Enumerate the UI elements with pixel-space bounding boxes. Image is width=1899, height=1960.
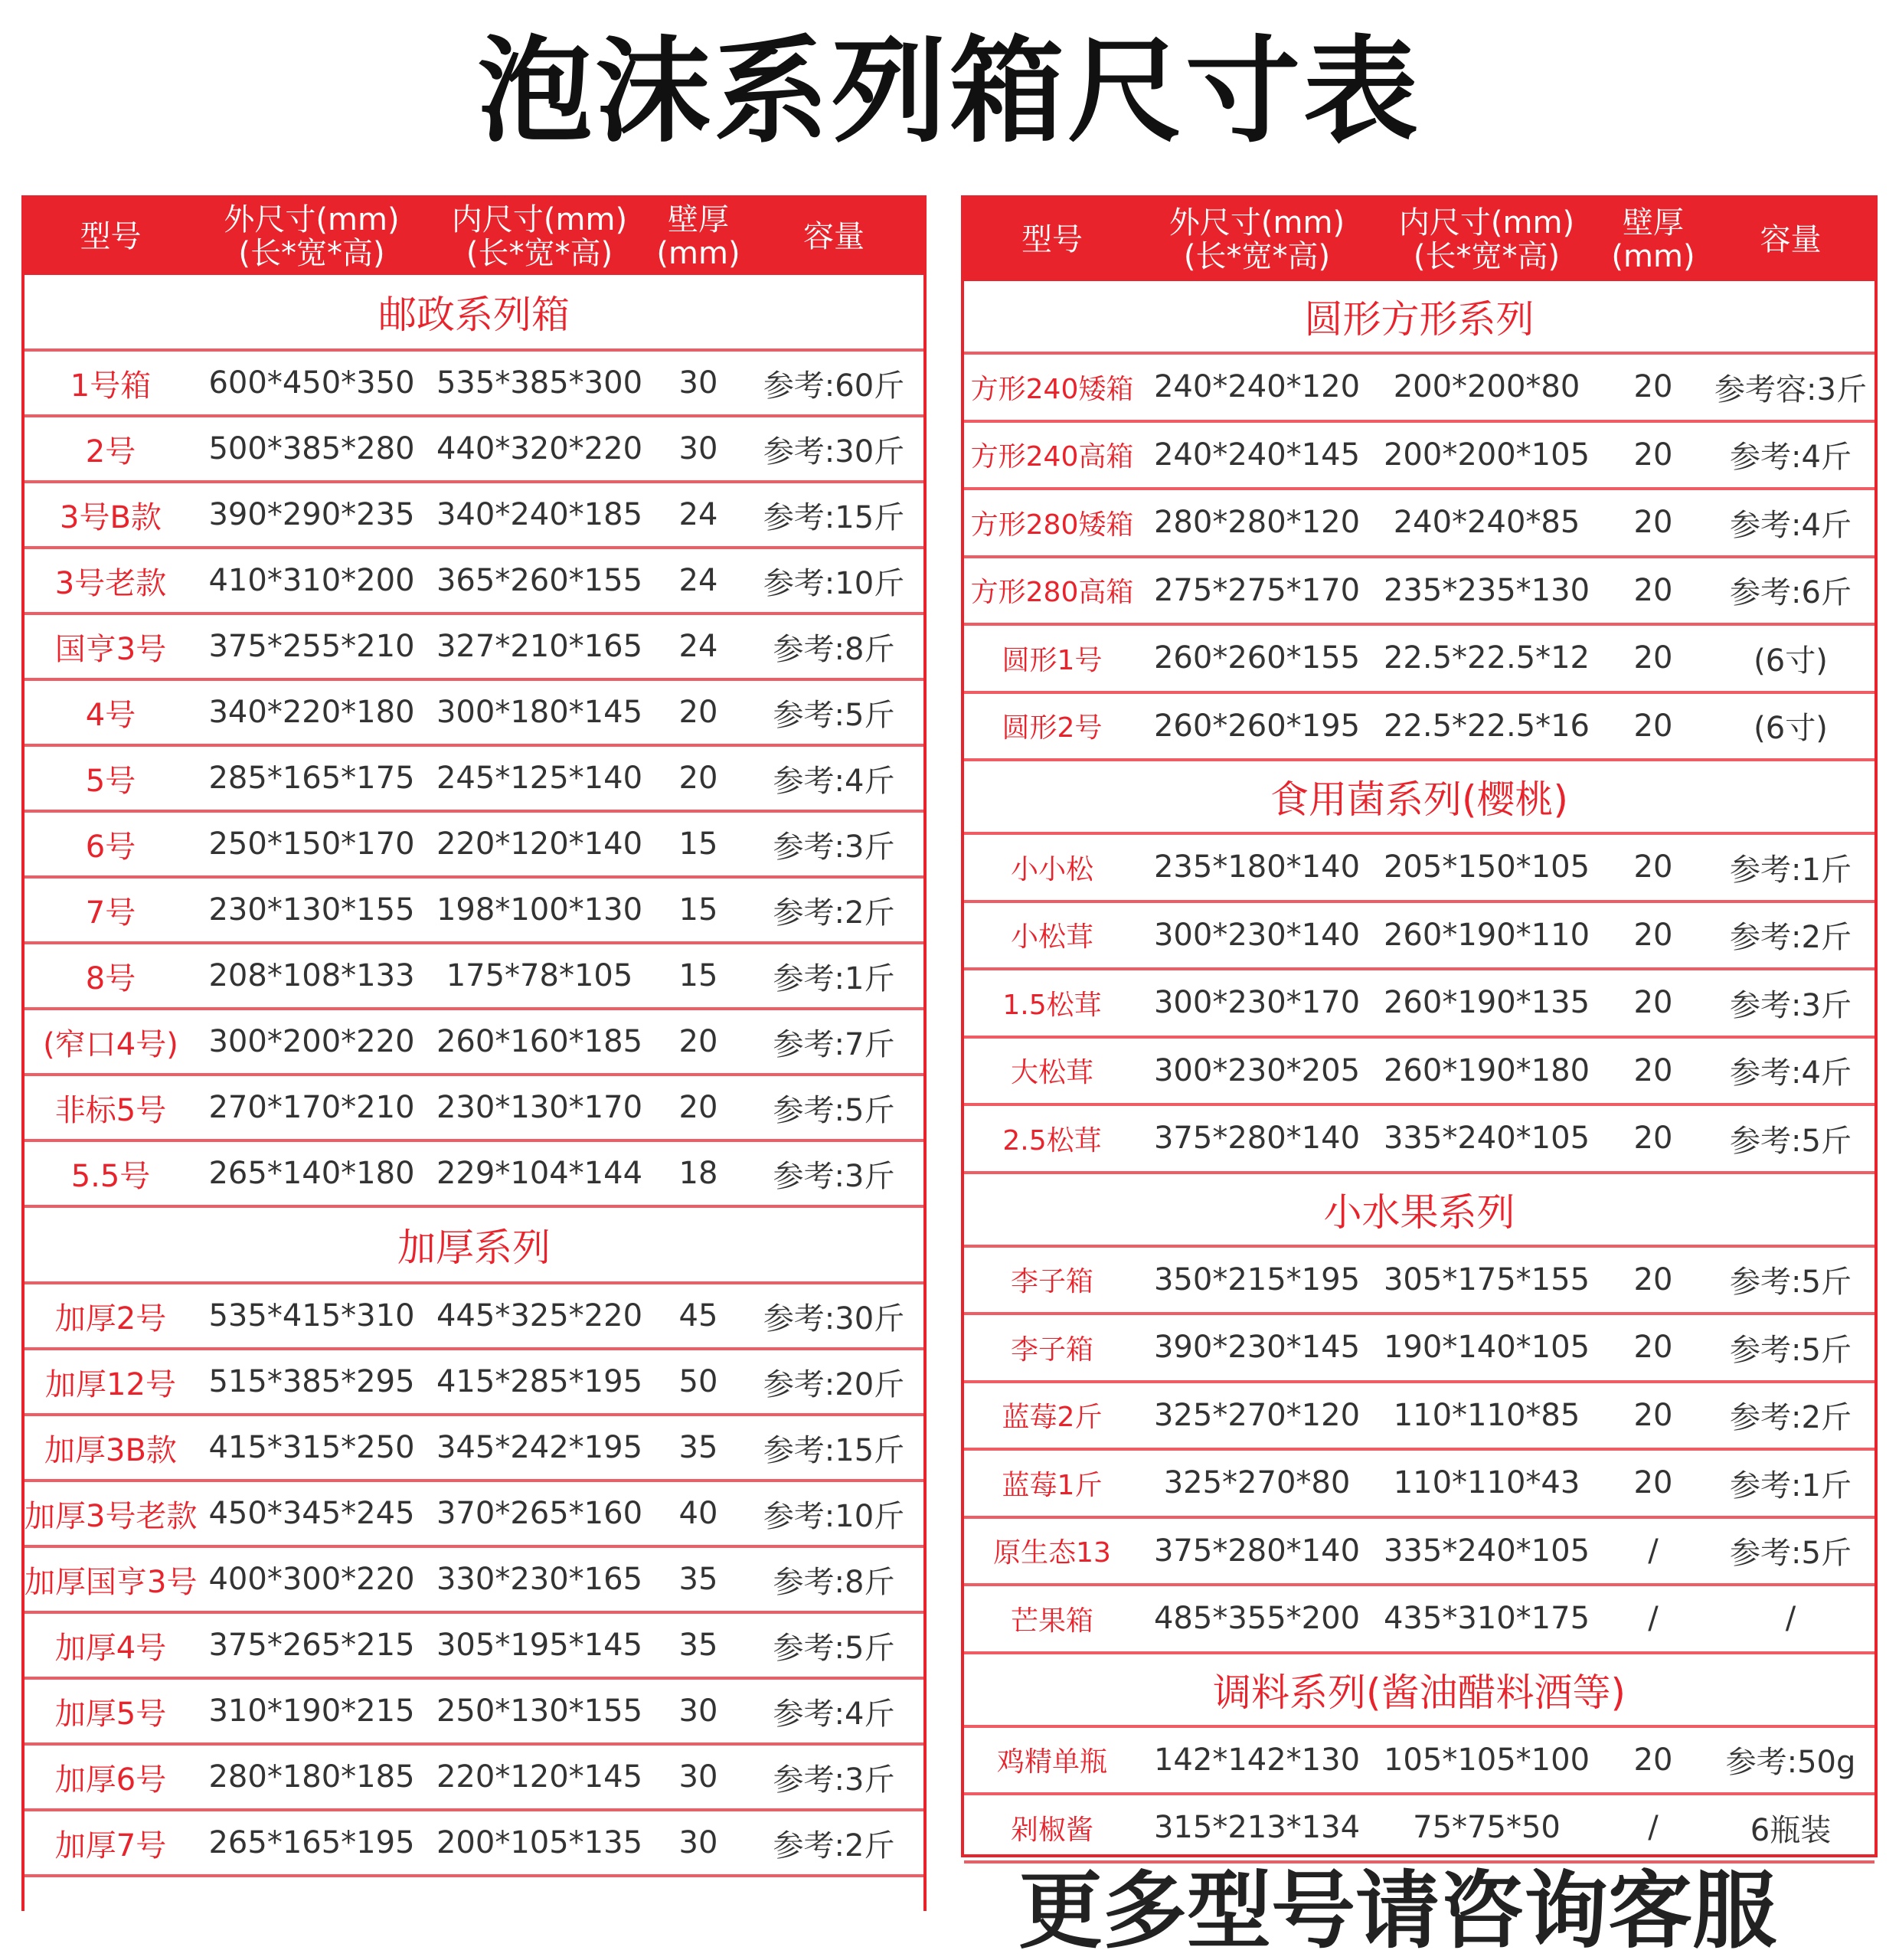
cell-wall-thickness: 20 <box>1633 1261 1673 1297</box>
cell-capacity: 参考:3斤 <box>773 829 895 865</box>
cell-inner-size: 415*285*195 <box>436 1364 643 1399</box>
cell-wall-thickness: 20 <box>678 695 718 730</box>
cell-capacity: 参考:5斤 <box>1730 1536 1852 1572</box>
cell-model: 5号 <box>85 763 136 799</box>
cell-inner-size: 220*120*145 <box>436 1759 643 1795</box>
header-model: 型号 <box>1021 222 1083 257</box>
cell-outer-size: 535*415*310 <box>208 1298 415 1333</box>
cell-inner-size: 440*320*220 <box>436 431 643 466</box>
cell-wall-thickness: 20 <box>1633 437 1673 473</box>
cell-capacity: 参考:15斤 <box>763 1432 905 1468</box>
cell-outer-size: 485*355*200 <box>1153 1601 1361 1637</box>
cell-model: 方形240矮箱 <box>970 373 1134 405</box>
section-heading: 邮政系列箱 <box>25 275 923 352</box>
cell-wall-thickness: 15 <box>678 958 718 993</box>
cell-wall-thickness: 20 <box>1633 640 1673 676</box>
cell-model: 加厚6号 <box>54 1762 167 1798</box>
cell-wall-thickness: 20 <box>678 1024 718 1059</box>
cell-model: 圆形1号 <box>1002 644 1103 676</box>
cell-model: 6号 <box>85 829 136 865</box>
cell-outer-size: 265*140*180 <box>208 1156 415 1191</box>
cell-capacity: 参考:4斤 <box>773 1696 895 1732</box>
cell-wall-thickness: 24 <box>678 497 718 532</box>
cell-capacity: 参考:30斤 <box>763 1301 905 1337</box>
cell-inner-size: 305*175*155 <box>1383 1261 1590 1297</box>
cell-model: 3号老款 <box>54 565 167 601</box>
cell-inner-size: 245*125*140 <box>436 761 643 796</box>
cell-capacity: 参考:50g <box>1725 1745 1856 1781</box>
cell-inner-size: 75*75*50 <box>1413 1810 1561 1846</box>
cell-capacity: 参考:7斤 <box>773 1026 895 1062</box>
table-row <box>964 1795 1874 1863</box>
cell-wall-thickness: 20 <box>1633 1397 1673 1433</box>
cell-inner-size: 327*210*165 <box>436 629 643 664</box>
cell-model: 非标5号 <box>54 1092 167 1128</box>
cell-outer-size: 600*450*350 <box>208 365 415 401</box>
cell-inner-size: 340*240*185 <box>436 497 643 532</box>
cell-model: 圆形2号 <box>1002 712 1103 744</box>
table-row <box>25 879 923 944</box>
table-row <box>25 352 923 417</box>
cell-capacity: (6寸) <box>1754 643 1828 679</box>
cell-inner-size: 535*385*300 <box>436 365 643 401</box>
cell-outer-size: 208*108*133 <box>208 958 415 993</box>
cell-wall-thickness: / <box>1648 1601 1659 1637</box>
header-inner <box>427 203 652 270</box>
cell-model: (窄口4号) <box>43 1026 178 1062</box>
cell-inner-size: 235*235*130 <box>1383 572 1590 608</box>
cell-model: 剁椒酱 <box>1010 1814 1093 1846</box>
table-row <box>964 1728 1874 1796</box>
cell-wall-thickness: 20 <box>1633 505 1673 541</box>
cell-outer-size: 410*310*200 <box>208 563 415 598</box>
table-row <box>25 1746 923 1811</box>
table-row <box>964 970 1874 1039</box>
cell-capacity: 参考:2斤 <box>773 1827 895 1863</box>
header-outer-sub: (长*宽*高) <box>1183 239 1331 274</box>
cell-capacity: 参考:20斤 <box>763 1366 905 1402</box>
cell-capacity: 参考:5斤 <box>773 1630 895 1666</box>
cell-model: 蓝莓2斤 <box>1002 1402 1103 1434</box>
cell-capacity: 参考:4斤 <box>1730 507 1852 543</box>
section-heading: 调料系列(酱油醋料酒等) <box>964 1654 1874 1728</box>
cell-outer-size: 300*230*140 <box>1153 917 1361 953</box>
cell-inner-size: 260*190*135 <box>1383 985 1590 1021</box>
cell-wall-thickness: 20 <box>1633 1121 1673 1157</box>
cell-outer-size: 235*180*140 <box>1153 849 1361 885</box>
table-row <box>964 626 1874 694</box>
cell-capacity: 参考:1斤 <box>1730 852 1852 888</box>
table-row <box>964 423 1874 491</box>
cell-outer-size: 300*200*220 <box>208 1024 415 1059</box>
header-model: 型号 <box>80 219 142 254</box>
cell-model: 加厚2号 <box>54 1301 167 1337</box>
cell-model: 5.5号 <box>70 1158 151 1194</box>
cell-outer-size: 515*385*295 <box>208 1364 415 1399</box>
table-row <box>25 813 923 879</box>
cell-capacity: 参考:3斤 <box>773 1158 895 1194</box>
cell-model: 1号箱 <box>70 368 152 404</box>
cell-outer-size: 340*220*180 <box>208 695 415 730</box>
footer-note-partial: 更多型号请咨询客服 <box>1018 1862 1776 1960</box>
cell-wall-thickness: 20 <box>1633 985 1673 1021</box>
table-row <box>25 1548 923 1614</box>
cell-wall-thickness: 20 <box>1633 572 1673 608</box>
cell-model: 李子箱 <box>1010 1333 1093 1366</box>
cell-wall-thickness: 30 <box>678 365 718 401</box>
section-heading: 小水果系列 <box>964 1174 1874 1248</box>
cell-wall-thickness: 30 <box>678 1759 718 1795</box>
cell-outer-size: 260*260*155 <box>1153 640 1361 676</box>
cell-inner-size: 335*240*105 <box>1383 1121 1590 1157</box>
cell-capacity: 参考:6斤 <box>1730 575 1852 611</box>
cell-model: 方形280矮箱 <box>970 509 1134 541</box>
cell-model: 3号B款 <box>60 499 162 535</box>
cell-capacity: 参考:3斤 <box>1730 987 1852 1023</box>
cell-model: 加厚3号老款 <box>25 1498 198 1534</box>
cell-model: 鸡精单瓶 <box>996 1746 1107 1778</box>
cell-capacity: 参考:10斤 <box>763 1498 905 1534</box>
cell-inner-size: 205*150*105 <box>1383 849 1590 885</box>
cell-wall-thickness: 20 <box>1633 917 1673 953</box>
cell-capacity: / <box>1785 1601 1796 1637</box>
table-row <box>964 1519 1874 1587</box>
cell-wall-thickness: 35 <box>678 1628 718 1663</box>
cell-capacity: 参考:8斤 <box>773 631 895 667</box>
table-row <box>25 747 923 813</box>
cell-model: 4号 <box>85 697 136 733</box>
table-row <box>25 549 923 615</box>
table-row <box>25 944 923 1010</box>
cell-model: 加厚12号 <box>45 1366 176 1402</box>
cell-capacity: 参考:4斤 <box>1730 1055 1852 1091</box>
cell-model: 小松茸 <box>1010 921 1093 954</box>
cell-capacity: (6寸) <box>1754 711 1828 747</box>
cell-inner-size: 345*242*195 <box>436 1430 643 1465</box>
cell-model: 李子箱 <box>1010 1266 1093 1298</box>
cell-model: 方形240高箱 <box>970 441 1134 473</box>
cell-outer-size: 270*170*210 <box>208 1090 415 1125</box>
header-outer <box>1140 206 1374 273</box>
table-row <box>25 1010 923 1076</box>
cell-outer-size: 325*270*120 <box>1153 1397 1361 1433</box>
section-heading: 圆形方形系列 <box>964 281 1874 355</box>
cell-capacity: 参考容:3斤 <box>1714 371 1867 407</box>
cell-capacity: 参考:60斤 <box>763 368 905 404</box>
cell-model: 小小松 <box>1010 853 1093 885</box>
cell-outer-size: 250*150*170 <box>208 826 415 862</box>
cell-inner-size: 230*130*170 <box>436 1090 643 1125</box>
table-row <box>25 417 923 483</box>
cell-outer-size: 275*275*170 <box>1153 572 1361 608</box>
table-row <box>964 490 1874 558</box>
cell-wall-thickness: 20 <box>1633 1465 1673 1501</box>
cell-wall-thickness: 20 <box>1633 1052 1673 1088</box>
cell-capacity: 参考:5斤 <box>773 1092 895 1128</box>
cell-outer-size: 280*180*185 <box>208 1759 415 1795</box>
cell-wall-thickness: 20 <box>1633 1742 1673 1778</box>
cell-outer-size: 240*240*120 <box>1153 369 1361 405</box>
cell-model: 国亨3号 <box>54 631 167 667</box>
table-row <box>964 1248 1874 1316</box>
cell-inner-size: 305*195*145 <box>436 1628 643 1663</box>
cell-outer-size: 310*190*215 <box>208 1693 415 1729</box>
cell-outer-size: 265*165*195 <box>208 1825 415 1860</box>
cell-wall-thickness: 20 <box>1633 708 1673 744</box>
cell-wall-thickness: 30 <box>678 1825 718 1860</box>
table-header <box>964 198 1874 281</box>
cell-wall-thickness: / <box>1648 1533 1659 1569</box>
table-row <box>25 615 923 681</box>
table-row <box>25 1284 923 1350</box>
cell-inner-size: 175*78*105 <box>446 958 633 993</box>
header-inner-sub: (长*宽*高) <box>1413 239 1561 274</box>
header-outer-sub: (长*宽*高) <box>238 236 385 271</box>
table-row <box>25 1614 923 1680</box>
cell-wall-thickness: 15 <box>678 892 718 928</box>
cell-outer-size: 240*240*145 <box>1153 437 1361 473</box>
header-capacity: 容量 <box>1760 222 1822 257</box>
cell-wall-thickness: 20 <box>1633 369 1673 405</box>
table-row <box>25 1482 923 1548</box>
header-capacity: 容量 <box>803 219 865 254</box>
cell-model: 加厚7号 <box>54 1827 167 1863</box>
table-row <box>964 694 1874 762</box>
cell-capacity: 参考:5斤 <box>1730 1123 1852 1159</box>
cell-inner-size: 240*240*85 <box>1393 505 1580 541</box>
header-inner <box>1374 206 1600 273</box>
cell-model: 原生态13 <box>993 1537 1111 1569</box>
cell-inner-size: 435*310*175 <box>1383 1601 1590 1637</box>
table-row <box>25 1076 923 1142</box>
table-row <box>964 1383 1874 1451</box>
cell-inner-size: 190*140*105 <box>1383 1330 1590 1366</box>
cell-model: 大松茸 <box>1010 1057 1093 1089</box>
section-heading: 加厚系列 <box>25 1208 923 1284</box>
cell-inner-size: 445*325*220 <box>436 1298 643 1333</box>
cell-inner-size: 105*105*100 <box>1383 1742 1590 1778</box>
table-row <box>964 1106 1874 1174</box>
cell-inner-size: 22.5*22.5*12 <box>1383 640 1590 676</box>
cell-wall-thickness: 15 <box>678 826 718 862</box>
cell-capacity: 参考:2斤 <box>1730 920 1852 956</box>
cell-capacity: 参考:10斤 <box>763 565 905 601</box>
cell-inner-size: 200*200*80 <box>1393 369 1580 405</box>
cell-inner-size: 220*120*140 <box>436 826 643 862</box>
cell-capacity: 参考:4斤 <box>773 763 895 799</box>
table-row <box>964 835 1874 903</box>
cell-wall-thickness: 35 <box>678 1562 718 1597</box>
cell-outer-size: 450*345*245 <box>208 1496 415 1531</box>
cell-inner-size: 110*110*43 <box>1393 1465 1580 1501</box>
cell-capacity: 参考:5斤 <box>1730 1332 1852 1368</box>
table-row <box>25 483 923 549</box>
cell-wall-thickness: 50 <box>678 1364 718 1399</box>
cell-capacity: 参考:1斤 <box>1730 1468 1852 1504</box>
size-table-right <box>961 195 1878 1857</box>
header-inner-label: 内尺寸(mm) <box>1398 205 1575 241</box>
cell-inner-size: 198*100*130 <box>436 892 643 928</box>
cell-model: 方形280高箱 <box>970 577 1134 609</box>
cell-inner-size: 229*104*144 <box>436 1156 643 1191</box>
header-inner-label: 内尺寸(mm) <box>451 202 628 237</box>
table-row <box>964 1315 1874 1383</box>
cell-wall-thickness: 20 <box>678 761 718 796</box>
cell-capacity: 参考:30斤 <box>763 434 905 470</box>
cell-outer-size: 260*260*195 <box>1153 708 1361 744</box>
cell-outer-size: 375*280*140 <box>1153 1121 1361 1157</box>
cell-model: 2.5松茸 <box>1002 1124 1102 1157</box>
cell-wall-thickness: 40 <box>678 1496 718 1531</box>
table-body-right <box>964 281 1874 1863</box>
table-row <box>964 1039 1874 1107</box>
cell-inner-size: 260*190*110 <box>1383 917 1590 953</box>
cell-capacity: 参考:5斤 <box>773 697 895 733</box>
cell-capacity: 参考:4斤 <box>1730 440 1852 476</box>
cell-wall-thickness: / <box>1648 1810 1659 1846</box>
page-title: 泡沫系列箱尺寸表 <box>477 25 1421 159</box>
table-row <box>964 1586 1874 1654</box>
cell-outer-size: 280*280*120 <box>1153 505 1361 541</box>
cell-capacity: 6瓶装 <box>1750 1812 1832 1848</box>
cell-capacity: 参考:1斤 <box>773 960 895 996</box>
cell-outer-size: 230*130*155 <box>208 892 415 928</box>
cell-inner-size: 335*240*105 <box>1383 1533 1590 1569</box>
cell-inner-size: 330*230*165 <box>436 1562 643 1597</box>
cell-outer-size: 375*255*210 <box>208 629 415 664</box>
cell-outer-size: 350*215*195 <box>1153 1261 1361 1297</box>
cell-model: 加厚4号 <box>54 1630 167 1666</box>
cell-capacity: 参考:15斤 <box>763 499 905 535</box>
cell-wall-thickness: 20 <box>1633 1330 1673 1366</box>
cell-inner-size: 300*180*145 <box>436 695 643 730</box>
table-header <box>25 198 923 275</box>
table-row <box>25 1142 923 1208</box>
cell-wall-thickness: 45 <box>678 1298 718 1333</box>
cell-outer-size: 142*142*130 <box>1153 1742 1361 1778</box>
table-row <box>25 1350 923 1416</box>
table-row <box>25 1811 923 1877</box>
cell-model: 8号 <box>85 960 136 996</box>
cell-inner-size: 260*160*185 <box>436 1024 643 1059</box>
cell-outer-size: 315*213*134 <box>1153 1810 1361 1846</box>
cell-capacity: 参考:5斤 <box>1730 1265 1852 1301</box>
section-heading: 食用菌系列(樱桃) <box>964 761 1874 835</box>
cell-inner-size: 200*105*135 <box>436 1825 643 1860</box>
cell-inner-size: 110*110*85 <box>1393 1397 1580 1433</box>
cell-wall-thickness: 20 <box>678 1090 718 1125</box>
cell-capacity: 参考:8斤 <box>773 1564 895 1600</box>
cell-outer-size: 285*165*175 <box>208 761 415 796</box>
table-row <box>25 1416 923 1482</box>
cell-inner-size: 22.5*22.5*16 <box>1383 708 1590 744</box>
cell-capacity: 参考:2斤 <box>773 895 895 931</box>
cell-outer-size: 415*315*250 <box>208 1430 415 1465</box>
cell-outer-size: 390*290*235 <box>208 497 415 532</box>
cell-model: 加厚3B款 <box>44 1432 177 1468</box>
cell-inner-size: 365*260*155 <box>436 563 643 598</box>
cell-model: 芒果箱 <box>1010 1605 1093 1637</box>
cell-wall-thickness: 20 <box>1633 849 1673 885</box>
cell-model: 2号 <box>85 434 136 470</box>
table-row <box>964 903 1874 971</box>
cell-capacity: 参考:3斤 <box>773 1762 895 1798</box>
cell-wall-thickness: 24 <box>678 563 718 598</box>
header-inner-sub: (长*宽*高) <box>466 236 613 271</box>
header-wall: 壁厚(mm) <box>656 202 740 271</box>
cell-inner-size: 370*265*160 <box>436 1496 643 1531</box>
cell-capacity: 参考:2斤 <box>1730 1400 1852 1436</box>
header-outer-label: 外尺寸(mm) <box>224 202 400 237</box>
cell-inner-size: 200*200*105 <box>1383 437 1590 473</box>
cell-outer-size: 390*230*145 <box>1153 1330 1361 1366</box>
cell-outer-size: 300*230*205 <box>1153 1052 1361 1088</box>
cell-model: 7号 <box>85 895 136 931</box>
table-row <box>25 1680 923 1746</box>
size-table-left <box>21 195 927 1911</box>
cell-wall-thickness: 30 <box>678 1693 718 1729</box>
cell-model: 蓝莓1斤 <box>1002 1469 1103 1501</box>
table-row <box>964 558 1874 627</box>
cell-outer-size: 400*300*220 <box>208 1562 415 1597</box>
cell-model: 加厚国亨3号 <box>25 1564 198 1600</box>
cell-outer-size: 300*230*170 <box>1153 985 1361 1021</box>
cell-outer-size: 325*270*80 <box>1163 1465 1351 1501</box>
table-row <box>964 1451 1874 1519</box>
header-outer-label: 外尺寸(mm) <box>1168 205 1345 241</box>
cell-model: 1.5松茸 <box>1002 989 1102 1021</box>
cell-wall-thickness: 30 <box>678 431 718 466</box>
cell-wall-thickness: 18 <box>678 1156 718 1191</box>
cell-inner-size: 250*130*155 <box>436 1693 643 1729</box>
cell-wall-thickness: 24 <box>678 629 718 664</box>
cell-model: 加厚5号 <box>54 1696 167 1732</box>
cell-inner-size: 260*190*180 <box>1383 1052 1590 1088</box>
cell-outer-size: 500*385*280 <box>208 431 415 466</box>
cell-wall-thickness: 35 <box>678 1430 718 1465</box>
table-row <box>964 355 1874 423</box>
header-wall: 壁厚(mm) <box>1611 205 1695 274</box>
cell-outer-size: 375*280*140 <box>1153 1533 1361 1569</box>
cell-outer-size: 375*265*215 <box>208 1628 415 1663</box>
header-outer <box>197 203 427 270</box>
table-body-left <box>25 275 923 1877</box>
table-row <box>25 681 923 747</box>
